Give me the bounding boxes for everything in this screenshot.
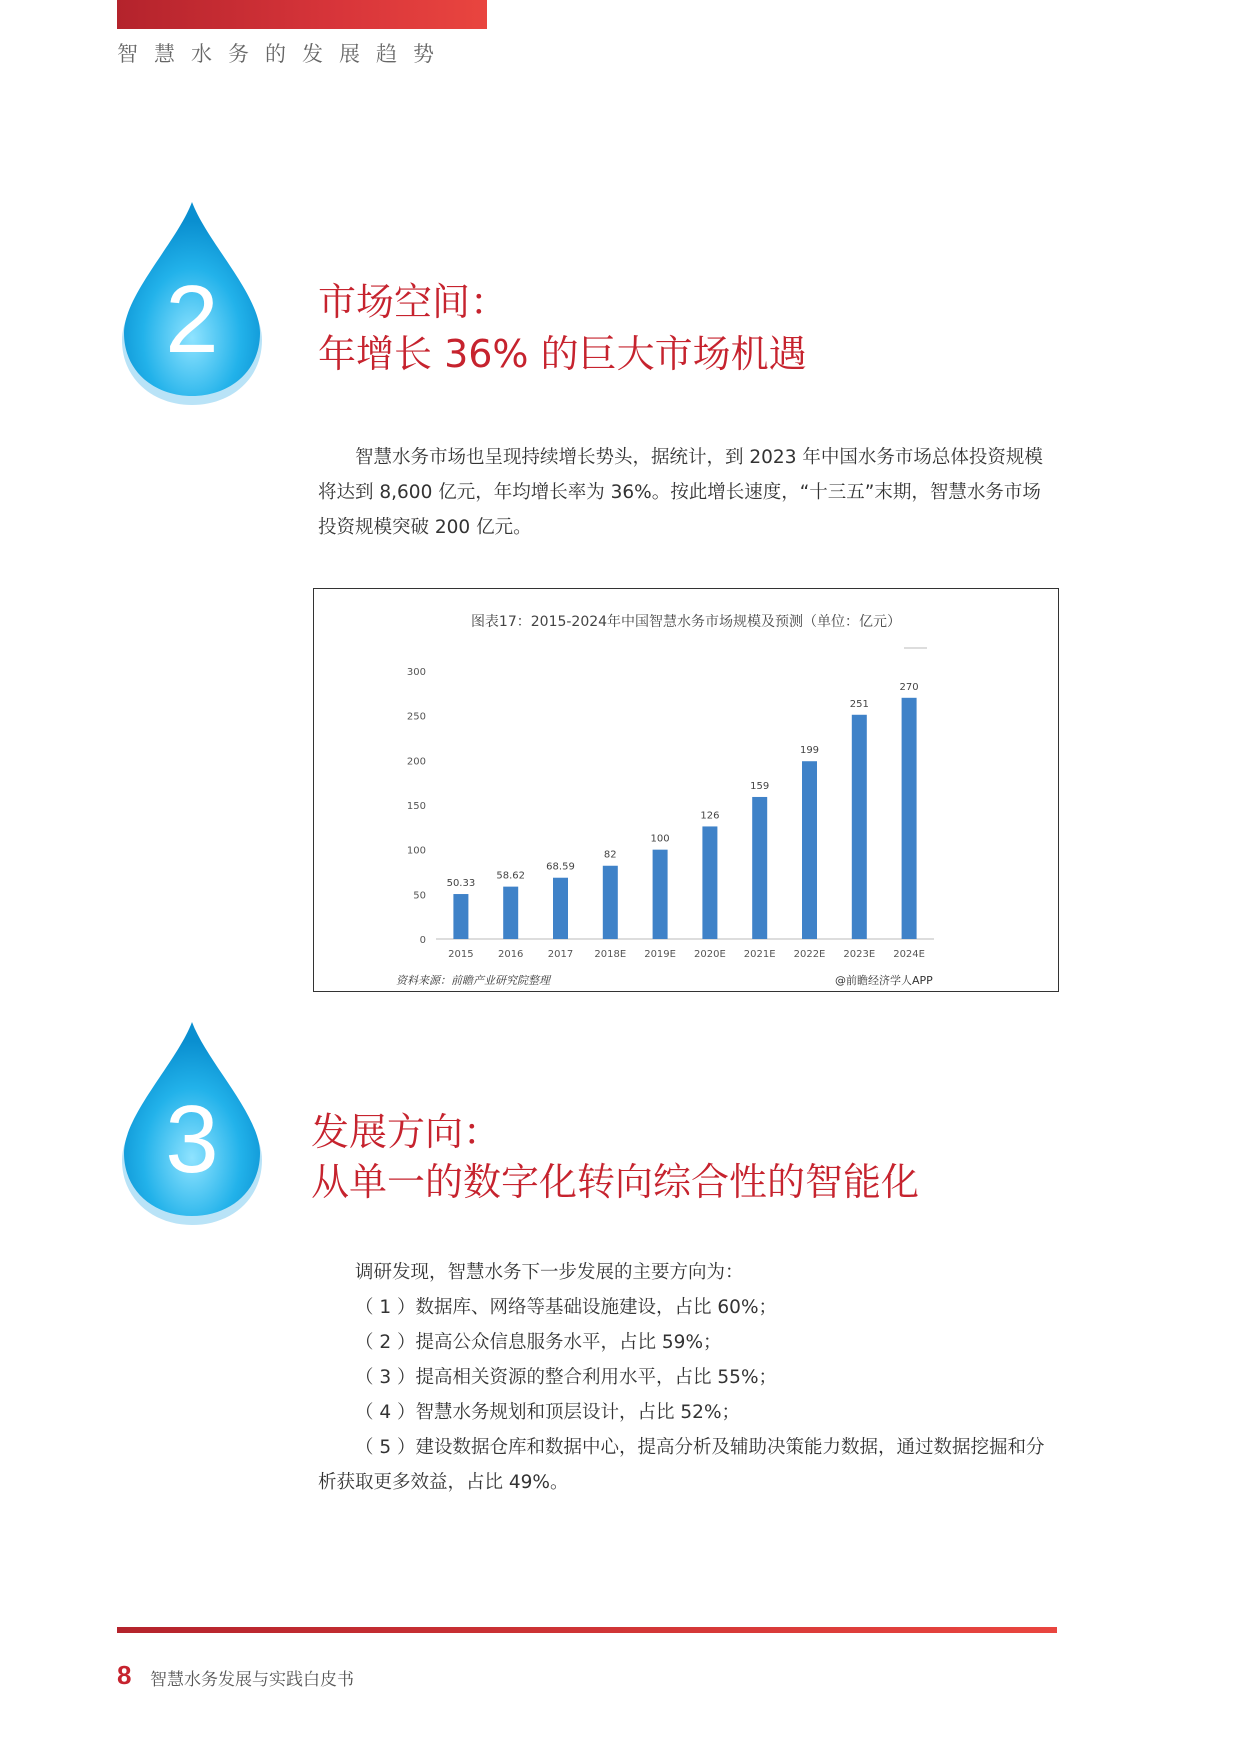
bar-value-label: 58.62 (496, 870, 526, 882)
chart-source: 资料来源：前瞻产业研究院整理 (396, 974, 550, 987)
y-tick-label: 50 (413, 890, 426, 902)
bar-chart (314, 589, 1060, 993)
x-tick-label: 2019E (644, 949, 676, 960)
bar-value-label: 68.59 (546, 861, 575, 873)
water-drop-icon (112, 200, 272, 410)
bar (503, 887, 518, 939)
section-2-title-line2: 年增长 36% 的巨大市场机遇 (318, 332, 807, 376)
bar-value-label: 270 (899, 681, 919, 693)
x-tick-label: 2022E (793, 949, 826, 960)
bar-value-label: 100 (650, 833, 670, 845)
section-2-paragraph (318, 440, 1058, 545)
section-3-title-line1: 发展方向： (311, 1110, 502, 1154)
paragraph-text: 智慧水务市场也呈现持续增长势头，据统计，到 2023 年中国水务市场总体投资规模将达到 8,600 亿元，年均增长率为 36%。按此增长速度，“十三五”末期，智慧水务市场投资规模突破 200 亿元。 (318, 447, 1043, 538)
y-tick-label: 0 (419, 935, 426, 946)
y-tick-label: 200 (406, 756, 426, 768)
bar (553, 878, 568, 939)
y-tick-label: 300 (406, 667, 426, 678)
x-tick-label: 2016 (497, 949, 524, 960)
water-drop-icon (112, 1020, 272, 1230)
list-item: （ 4 ）智慧水务规划和顶层设计，占比 52%； (355, 1402, 741, 1423)
bar (902, 698, 917, 939)
bar (802, 761, 817, 939)
bar (653, 850, 668, 939)
bar (852, 715, 867, 939)
x-tick-label: 2021E (743, 949, 776, 960)
bar-value-label: 82 (603, 849, 617, 861)
list-item: （ 5 ）建设数据仓库和数据中心，提高分析及辅助决策能力数据，通过数据挖掘和分析获取更多效益，占比 49%。 (318, 1437, 1045, 1493)
chart-brand: @前瞻经济学人APP (835, 974, 933, 987)
bar-value-label: 251 (849, 698, 869, 710)
x-tick-label: 2024E (893, 949, 925, 960)
bar-value-label: 126 (700, 810, 720, 822)
x-tick-label: 2015 (448, 949, 474, 960)
bar (752, 797, 767, 939)
list-item: （ 1 ）数据库、网络等基础设施建设，占比 60%； (355, 1297, 778, 1318)
list-item: （ 2 ）提高公众信息服务水平，占比 59%； (355, 1332, 722, 1353)
page-number: 8 (117, 1660, 132, 1690)
x-tick-label: 2018E (594, 949, 627, 960)
y-tick-label: 150 (406, 801, 426, 812)
bar-value-label: 50.33 (446, 878, 476, 890)
list-item: （ 3 ）提高相关资源的整合利用水平，占比 55%； (355, 1367, 778, 1388)
intro-text: 调研发现，智慧水务下一步发展的主要方向为： (355, 1262, 744, 1283)
chart-panel (313, 588, 1059, 992)
section-3-title-line2: 从单一的数字化转向综合性的智能化 (311, 1160, 920, 1204)
section-number: 3 (165, 1086, 219, 1193)
y-tick-label: 250 (406, 711, 426, 723)
header-title: 智慧水务的发展趋势 (117, 42, 450, 66)
section-number: 2 (165, 266, 219, 373)
section-2-title-line1: 市场空间： (318, 280, 509, 324)
bar-value-label: 159 (750, 780, 770, 792)
x-tick-label: 2023E (843, 949, 876, 960)
header-red-bar (117, 0, 487, 29)
footer-red-bar (117, 1627, 1057, 1633)
x-tick-label: 2017 (547, 949, 574, 960)
bar (702, 826, 717, 939)
bar (453, 894, 468, 939)
bar (603, 866, 618, 939)
bar-value-label: 199 (799, 745, 820, 757)
y-tick-label: 100 (406, 845, 426, 857)
x-tick-label: 2020E (694, 949, 726, 960)
chart-title: 图表17：2015-2024年中国智慧水务市场规模及预测（单位：亿元） (470, 614, 902, 630)
footer-title: 智慧水务发展与实践白皮书 (150, 1670, 354, 1690)
section-3-body (318, 1255, 1063, 1500)
